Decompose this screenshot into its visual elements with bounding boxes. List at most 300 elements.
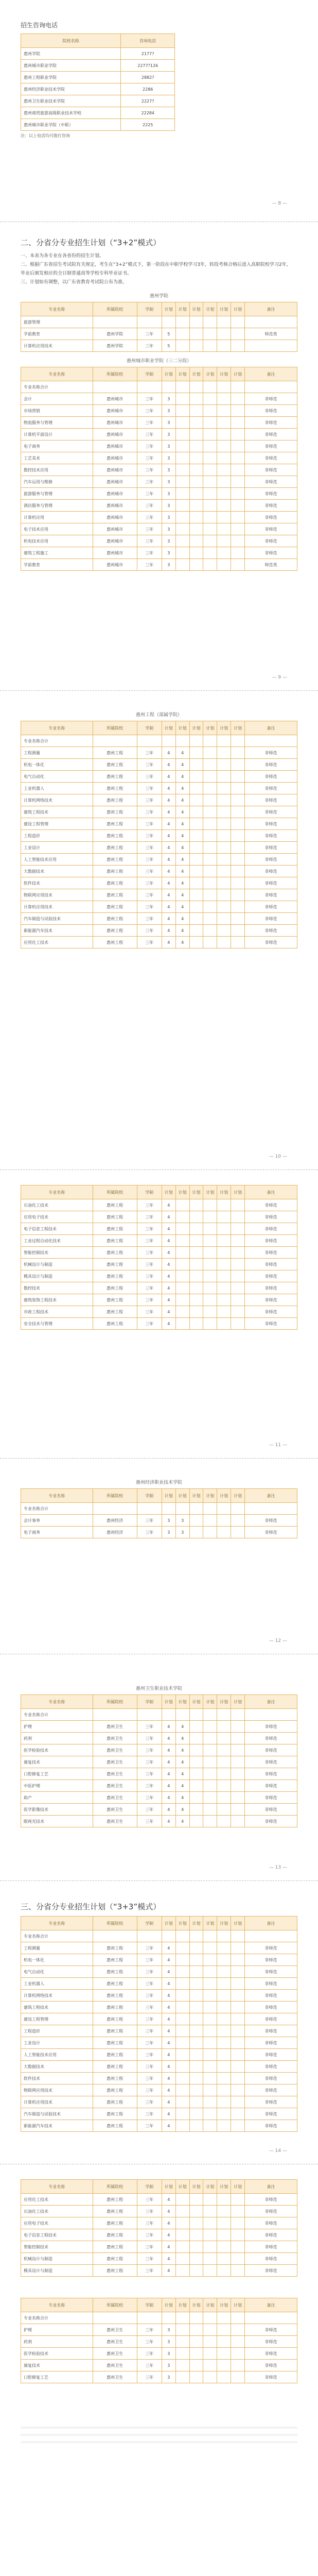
- table-cell: 建筑工程技术: [21, 2002, 93, 2013]
- column-header: 计划: [203, 1917, 217, 1930]
- table-cell: [231, 783, 245, 794]
- table-cell: [203, 2360, 217, 2371]
- table-cell: 建设工程管理: [21, 2013, 93, 2025]
- table-cell: [137, 735, 162, 747]
- table-cell: 工业机器人: [21, 1978, 93, 1990]
- table-cell: [189, 393, 203, 405]
- table-cell: 市场营销: [21, 405, 93, 417]
- table-cell: [231, 535, 245, 547]
- table-cell: 三年: [137, 1744, 162, 1756]
- table-cell: 非师范: [244, 1768, 297, 1780]
- table-cell: 4: [162, 771, 175, 783]
- table-cell: [203, 1733, 217, 1744]
- table-cell: 眼视光技术: [21, 1816, 93, 1827]
- column-header: 计划: [231, 367, 245, 381]
- table-cell: 4: [162, 1756, 175, 1768]
- table-cell: [203, 393, 217, 405]
- table-cell: [175, 1942, 189, 1954]
- table-cell: 三年: [137, 512, 162, 523]
- page-number: — 13 —: [269, 1865, 287, 1870]
- table-row: [21, 1527, 297, 1538]
- table-cell: [203, 535, 217, 547]
- table-cell: 4: [162, 2108, 175, 2120]
- table-cell: [189, 925, 203, 937]
- table-cell: [231, 464, 245, 476]
- table-cell: [175, 2084, 189, 2096]
- table-cell: 2177?: [121, 48, 175, 60]
- table-cell: 三年: [137, 830, 162, 842]
- table-cell: 惠州工程: [93, 1211, 137, 1223]
- blank-page-area: [0, 2421, 318, 2448]
- table-cell: 非师范: [244, 2084, 297, 2096]
- table-cell: [231, 2312, 245, 2324]
- table-cell: 4: [162, 1792, 175, 1804]
- table-cell: [189, 2265, 203, 2277]
- table-cell: [231, 1211, 245, 1223]
- table-cell: 惠州卫生: [93, 1816, 137, 1827]
- table-cell: 惠州城市: [93, 512, 137, 523]
- table-row: [21, 2002, 297, 2013]
- table-cell: [231, 547, 245, 559]
- table-cell: 惠州卫生: [93, 2336, 137, 2348]
- table-cell: 新能源汽车技术: [21, 2120, 93, 2132]
- table-row: [21, 735, 297, 747]
- table-cell: [217, 2061, 231, 2073]
- table-cell: 物联网应用技术: [21, 2084, 93, 2096]
- table-cell: [231, 771, 245, 783]
- table-cell: 电子技术应用: [21, 523, 93, 535]
- table-cell: 4: [162, 2025, 175, 2037]
- table-cell: [231, 476, 245, 488]
- table-cell: 惠州工程: [93, 1978, 137, 1990]
- table-cell: 4: [175, 842, 189, 854]
- table-cell: 3: [162, 535, 175, 547]
- table-cell: [175, 2049, 189, 2061]
- table-cell: 大数据技术: [21, 866, 93, 877]
- table-cell: 4: [162, 2037, 175, 2049]
- table-row: [21, 417, 297, 429]
- table-cell: [217, 1721, 231, 1733]
- column-header: 备注: [244, 1185, 297, 1199]
- table-cell: [231, 1768, 245, 1780]
- table-cell: [217, 1816, 231, 1827]
- table-cell: 4: [175, 759, 189, 771]
- table-cell: 三年: [137, 2371, 162, 2383]
- table-cell: 惠州经济: [93, 1527, 137, 1538]
- table-cell: 三年: [137, 1235, 162, 1247]
- table-cell: 物联网应用技术: [21, 889, 93, 901]
- table-cell: 非师范: [244, 1270, 297, 1282]
- column-header: 所属院校: [93, 1185, 137, 1199]
- table-cell: 学前教育: [21, 328, 93, 340]
- table-cell: 三年: [137, 2002, 162, 2013]
- table-cell: 工业设计: [21, 842, 93, 854]
- column-header: 计划: [162, 1917, 175, 1930]
- table-cell: [189, 1816, 203, 1827]
- table-row: [21, 2217, 297, 2229]
- table-cell: 三年: [137, 2324, 162, 2336]
- column-header: 所属院校: [93, 1917, 137, 1930]
- table-cell: 护理: [21, 1721, 93, 1733]
- table-cell: 三年: [137, 2229, 162, 2241]
- table-cell: 4: [175, 747, 189, 759]
- table-row: [21, 95, 175, 107]
- table-cell: 非师范: [244, 2360, 297, 2371]
- table-cell: [189, 759, 203, 771]
- table-cell: [203, 1318, 217, 1330]
- table-cell: [203, 913, 217, 925]
- column-header: 备注: [244, 2180, 297, 2194]
- table-cell: 安全技术与管理: [21, 1318, 93, 1330]
- table-cell: [175, 523, 189, 535]
- column-header: 计划: [189, 721, 203, 735]
- table-cell: [137, 316, 162, 328]
- table-cell: 惠州工程: [93, 2217, 137, 2229]
- column-header: 院校名称: [21, 34, 121, 48]
- table-cell: 惠州经济: [93, 1515, 137, 1527]
- table-cell: [217, 2073, 231, 2084]
- table-cell: [189, 1930, 203, 1942]
- table-cell: 3: [162, 547, 175, 559]
- table-cell: [217, 1318, 231, 1330]
- table-cell: [203, 1709, 217, 1721]
- table-row: [21, 842, 297, 854]
- table-row: [21, 830, 297, 842]
- table-cell: [203, 2348, 217, 2360]
- table-cell: 工程测量: [21, 1942, 93, 1954]
- contact-footnote: 注：以上电话均可拨打咨询: [21, 133, 70, 138]
- column-header: 计划: [175, 721, 189, 735]
- table-row: [21, 759, 297, 771]
- table-cell: 4: [162, 759, 175, 771]
- table-row: [21, 2253, 297, 2265]
- column-header: 所属院校: [93, 721, 137, 735]
- table-cell: [231, 2348, 245, 2360]
- table-cell: 4: [175, 1721, 189, 1733]
- table-cell: 4: [162, 1780, 175, 1792]
- table-cell: 三年: [137, 877, 162, 889]
- table-cell: [217, 866, 231, 877]
- table-cell: [175, 535, 189, 547]
- table-cell: 22284: [121, 107, 175, 119]
- column-header: 所属院校: [93, 2180, 137, 2194]
- table-cell: 三年: [137, 1306, 162, 1318]
- column-header: 所属院校: [93, 1695, 137, 1709]
- table-row: [21, 1942, 297, 1954]
- table-cell: [203, 2108, 217, 2120]
- page-number: — 9 —: [272, 675, 287, 680]
- table-cell: [175, 1966, 189, 1978]
- table-cell: 口腔修复工艺: [21, 2371, 93, 2383]
- table-cell: 3: [175, 1515, 189, 1527]
- table-cell: [189, 340, 203, 352]
- page-number: — 12 —: [269, 1638, 287, 1643]
- table-cell: 非师范: [244, 417, 297, 429]
- table-cell: 非师范: [244, 2241, 297, 2253]
- column-header: 计划: [175, 2180, 189, 2194]
- table-cell: [217, 1978, 231, 1990]
- table-cell: [217, 1527, 231, 1538]
- table-cell: [189, 1954, 203, 1966]
- plan-table-2: [21, 367, 297, 571]
- table-cell: 专业名称合计: [21, 381, 93, 393]
- table-cell: [189, 2312, 203, 2324]
- table-cell: [203, 794, 217, 806]
- page-t6: [0, 1680, 318, 1827]
- table-row: [21, 1211, 297, 1223]
- table-cell: [189, 1503, 203, 1515]
- table-cell: [231, 328, 245, 340]
- table-cell: [231, 2013, 245, 2025]
- table-cell: [189, 512, 203, 523]
- table-cell: 三年: [137, 328, 162, 340]
- table-cell: [244, 2312, 297, 2324]
- table-cell: 惠州卫生: [93, 2324, 137, 2336]
- table-cell: [175, 547, 189, 559]
- table-cell: [175, 1930, 189, 1942]
- table-cell: 三年: [137, 547, 162, 559]
- table-cell: [203, 1942, 217, 1954]
- table-cell: [175, 1318, 189, 1330]
- table-row: [21, 818, 297, 830]
- table-cell: 4: [162, 1235, 175, 1247]
- table-cell: [217, 405, 231, 417]
- table-cell: [217, 1223, 231, 1235]
- table-cell: 非师范: [244, 913, 297, 925]
- table-row: [21, 328, 297, 340]
- table-cell: [203, 1966, 217, 1978]
- table-cell: 4: [175, 1804, 189, 1816]
- table-cell: 非师范: [244, 2371, 297, 2383]
- t5-caption: 惠州经济职业技术学院: [135, 1480, 182, 1485]
- table-cell: [189, 889, 203, 901]
- table-cell: [189, 2206, 203, 2217]
- table-row: [21, 535, 297, 547]
- table-cell: [231, 559, 245, 571]
- table-cell: 模具设计与制造: [21, 1270, 93, 1282]
- table-cell: [231, 2336, 245, 2348]
- table-cell: [189, 1527, 203, 1538]
- table-cell: 非师范: [244, 464, 297, 476]
- table-row: [21, 1733, 297, 1744]
- table-cell: [217, 771, 231, 783]
- table-row: [21, 1294, 297, 1306]
- table-cell: [231, 1199, 245, 1211]
- table-cell: 4: [162, 1306, 175, 1318]
- table-cell: [162, 735, 175, 747]
- table-cell: 三年: [137, 2096, 162, 2108]
- table-cell: 康复技术: [21, 2360, 93, 2371]
- table-cell: 计算机应用技术: [21, 901, 93, 913]
- table-cell: 4: [162, 842, 175, 854]
- table-cell: 三年: [137, 1270, 162, 1282]
- table-cell: [189, 1709, 203, 1721]
- table-cell: [189, 1966, 203, 1978]
- table-cell: [203, 783, 217, 794]
- column-header: 计划: [175, 2298, 189, 2312]
- table-cell: 惠州工程: [93, 2194, 137, 2206]
- table-cell: 三年: [137, 2049, 162, 2061]
- table-cell: 4: [175, 794, 189, 806]
- table-cell: [203, 1235, 217, 1247]
- table-cell: [217, 818, 231, 830]
- column-header: 学制: [137, 1489, 162, 1503]
- column-header: 咨询电话: [121, 34, 175, 48]
- table-cell: [231, 452, 245, 464]
- table-cell: 非师范: [244, 2108, 297, 2120]
- table-cell: 4: [162, 2061, 175, 2073]
- table-cell: 惠州工程: [93, 2061, 137, 2073]
- table-cell: 三年: [137, 500, 162, 512]
- table-cell: [189, 2229, 203, 2241]
- table-row: [21, 2025, 297, 2037]
- page-divider: [0, 690, 318, 691]
- table-cell: [217, 2312, 231, 2324]
- table-cell: [203, 405, 217, 417]
- table-cell: [203, 1259, 217, 1270]
- table-cell: 4: [162, 1318, 175, 1330]
- table-cell: [203, 1721, 217, 1733]
- table-cell: [217, 2324, 231, 2336]
- table-cell: 三年: [137, 1942, 162, 1954]
- table-cell: 建筑装饰工程技术: [21, 1294, 93, 1306]
- table-cell: 非师范: [244, 1733, 297, 1744]
- table-cell: 电子信息工程技术: [21, 2229, 93, 2241]
- table-row: [21, 1990, 297, 2002]
- table-cell: [203, 2265, 217, 2277]
- table-row: [21, 1768, 297, 1780]
- table-cell: [217, 913, 231, 925]
- table-cell: [175, 2096, 189, 2108]
- table-row: [21, 476, 297, 488]
- table-cell: 非师范: [244, 2265, 297, 2277]
- table-cell: 三年: [137, 771, 162, 783]
- table-row: [21, 1306, 297, 1318]
- table-cell: 康复技术: [21, 1756, 93, 1768]
- table-cell: 三年: [137, 1211, 162, 1223]
- column-header: 专业名称: [21, 1695, 93, 1709]
- table-cell: [203, 1930, 217, 1942]
- table-cell: [217, 440, 231, 452]
- table-row: [21, 1816, 297, 1827]
- table-cell: 三年: [137, 2360, 162, 2371]
- table-cell: 非师范: [244, 2049, 297, 2061]
- table-cell: [217, 547, 231, 559]
- table-cell: 惠州卫生: [93, 1768, 137, 1780]
- table-cell: 4: [162, 1954, 175, 1966]
- table-cell: 非师范: [244, 1199, 297, 1211]
- table-cell: [203, 2253, 217, 2265]
- plan-table-6: [21, 1694, 297, 1827]
- t3-caption: 惠州工程（部属学院）: [135, 713, 182, 718]
- table-cell: [189, 1756, 203, 1768]
- table-cell: 三年: [137, 440, 162, 452]
- table-cell: [203, 1990, 217, 2002]
- column-header: 计划: [217, 1489, 231, 1503]
- table-cell: [217, 476, 231, 488]
- page-contact: [0, 21, 318, 139]
- table-cell: [203, 523, 217, 535]
- column-header: 计划: [203, 721, 217, 735]
- table-cell: [231, 1318, 245, 1330]
- table-cell: 惠州城市: [93, 429, 137, 440]
- table-cell: [231, 2108, 245, 2120]
- table-row: [21, 2073, 297, 2084]
- table-cell: [231, 2229, 245, 2241]
- table-cell: [175, 512, 189, 523]
- table-cell: [189, 2371, 203, 2383]
- plan-table-3: [21, 721, 297, 948]
- table-cell: [137, 1503, 162, 1515]
- table-cell: 4: [162, 889, 175, 901]
- table-cell: 建筑工程技术: [21, 806, 93, 818]
- table-cell: 惠州工程: [93, 2002, 137, 2013]
- table-cell: 计算机应用: [21, 512, 93, 523]
- table-cell: [231, 1223, 245, 1235]
- table-cell: 4: [162, 866, 175, 877]
- table-cell: [231, 889, 245, 901]
- table-cell: 药剂: [21, 1733, 93, 1744]
- table-cell: 4: [175, 783, 189, 794]
- table-cell: [231, 1503, 245, 1515]
- table-cell: [189, 547, 203, 559]
- page-number: — 11 —: [269, 1443, 287, 1448]
- table-cell: 惠州工程: [93, 1223, 137, 1235]
- table-cell: [175, 464, 189, 476]
- table-cell: [175, 2265, 189, 2277]
- table-cell: [203, 340, 217, 352]
- table-row: [21, 1282, 297, 1294]
- table-cell: [203, 452, 217, 464]
- table-cell: [203, 735, 217, 747]
- table-row: [21, 747, 297, 759]
- table-cell: 三年: [137, 2037, 162, 2049]
- table-cell: 三年: [137, 889, 162, 901]
- table-cell: 医学检验技术: [21, 1744, 93, 1756]
- table-row: [21, 2371, 297, 2383]
- table-cell: [217, 328, 231, 340]
- table-cell: 惠州城市: [93, 535, 137, 547]
- table-cell: [231, 2324, 245, 2336]
- table-cell: 三年: [137, 405, 162, 417]
- table-cell: 三年: [137, 1966, 162, 1978]
- table-cell: [203, 2049, 217, 2061]
- section2-notes: [21, 252, 297, 287]
- table-cell: 非师范: [244, 2061, 297, 2073]
- table-cell: 惠州工程: [93, 1942, 137, 1954]
- table-cell: [217, 1306, 231, 1318]
- table-cell: [231, 2002, 245, 2013]
- table-cell: 惠州工程: [93, 747, 137, 759]
- table-cell: 非师范: [244, 429, 297, 440]
- table-cell: 非师范: [244, 1792, 297, 1804]
- table-cell: 3: [162, 559, 175, 571]
- table-cell: [217, 1235, 231, 1247]
- table-cell: [217, 937, 231, 948]
- column-header: 计划: [162, 721, 175, 735]
- column-header: 备注: [244, 302, 297, 316]
- table-cell: [203, 328, 217, 340]
- table-cell: [217, 1780, 231, 1792]
- table-cell: [203, 937, 217, 948]
- table-cell: [203, 2324, 217, 2336]
- table-cell: 非师范: [244, 937, 297, 948]
- table-row: [21, 1270, 297, 1282]
- table-cell: [244, 340, 297, 352]
- table-cell: [203, 1804, 217, 1816]
- table-cell: 非师范: [244, 2073, 297, 2084]
- table-cell: [175, 2312, 189, 2324]
